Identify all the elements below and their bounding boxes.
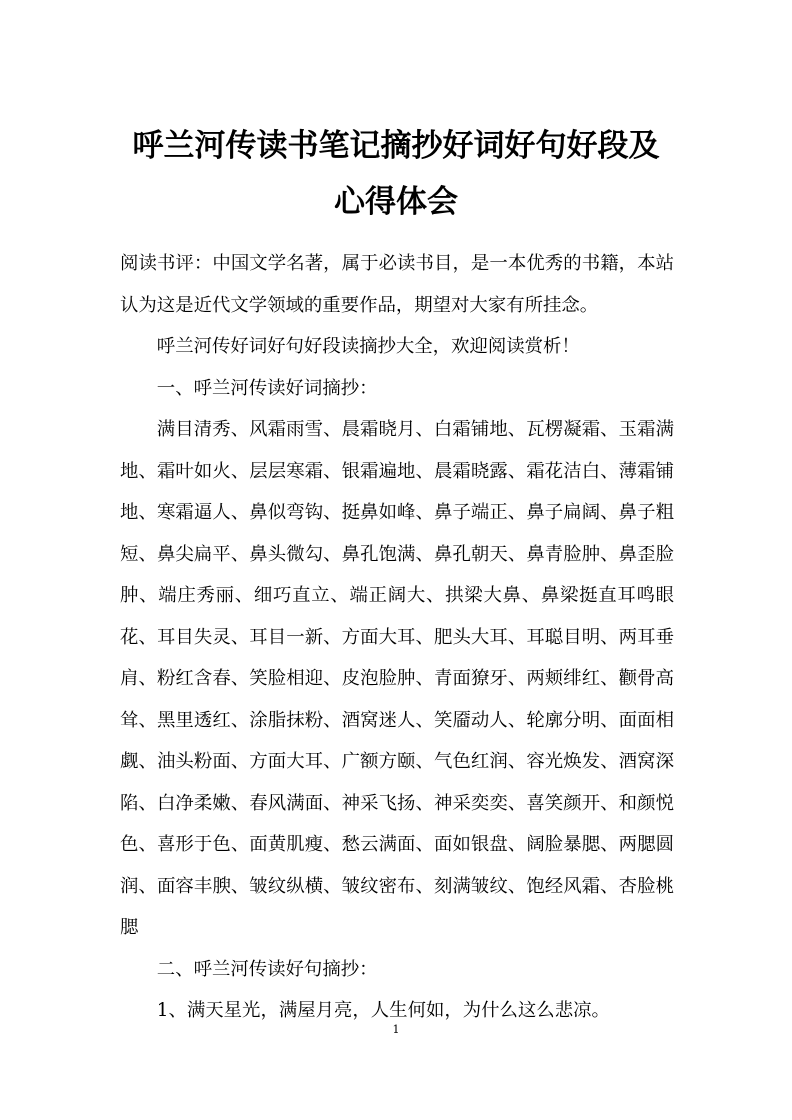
page-number: 1 bbox=[392, 1023, 400, 1036]
section-heading-words: 一、呼兰河传读好词摘抄： bbox=[156, 377, 378, 399]
section-heading-sentences: 二、呼兰河传读好句摘抄： bbox=[156, 958, 378, 980]
intro-paragraph: 阅读书评：中国文学名著，属于必读书目，是一本优秀的书籍，本站认为这是近代文学领域的重要作品，期望对大家有所挂念。 bbox=[120, 253, 674, 316]
welcome-paragraph: 呼兰河传好词好句好段读摘抄大全，欢迎阅读赏析！ bbox=[156, 336, 580, 357]
document-title: 呼兰河传读书笔记摘抄好词好句好段及心得体会 bbox=[132, 128, 660, 220]
document-body bbox=[120, 243, 674, 1032]
words-list-paragraph: 满目清秀、风霜雨雪、晨霜晓月、白霜铺地、瓦楞凝霜、玉霜满地、霜叶如火、层层寒霜、银霜遍地、晨霜晓露、霜花洁白、薄霜铺地、寒霜逼人、鼻似弯钩、挺鼻如峰、鼻子端正、鼻子扁阔、鼻子粗短、鼻尖扁平、鼻头微勾、鼻孔饱满、鼻孔朝天、鼻青脸肿、鼻歪脸肿、端庄秀丽、细巧直立、端正阔大、拱梁大鼻、鼻梁挺直耳鸣眼花、耳目失灵、耳目一新、方面大耳、肥头大耳、耳聪目明、两耳垂肩、粉红含春、笑脸相迎、皮泡脸肿、青面獠牙、两颊绯红、颧骨高耸、黑里透红、涂脂抹粉、酒窝迷人、笑靥动人、轮廓分明、面面相觑、油头粉面、方面大耳、广额方颐、气色红润、容光焕发、酒窝深陷、白净柔嫩、春风满面、神采飞扬、神采奕奕、喜笑颜开、和颜悦色、喜形于色、面黄肌瘦、愁云满面、面如银盘、阔脸暴腮、两腮圆润、面容丰腴、皱纹纵横、皱纹密布、刻满皱纹、饱经风霜、杏脸桃腮 bbox=[120, 419, 674, 938]
sentence-item: 1、满天星光，满屋月亮，人生何如，为什么这么悲凉。 bbox=[156, 1000, 610, 1021]
